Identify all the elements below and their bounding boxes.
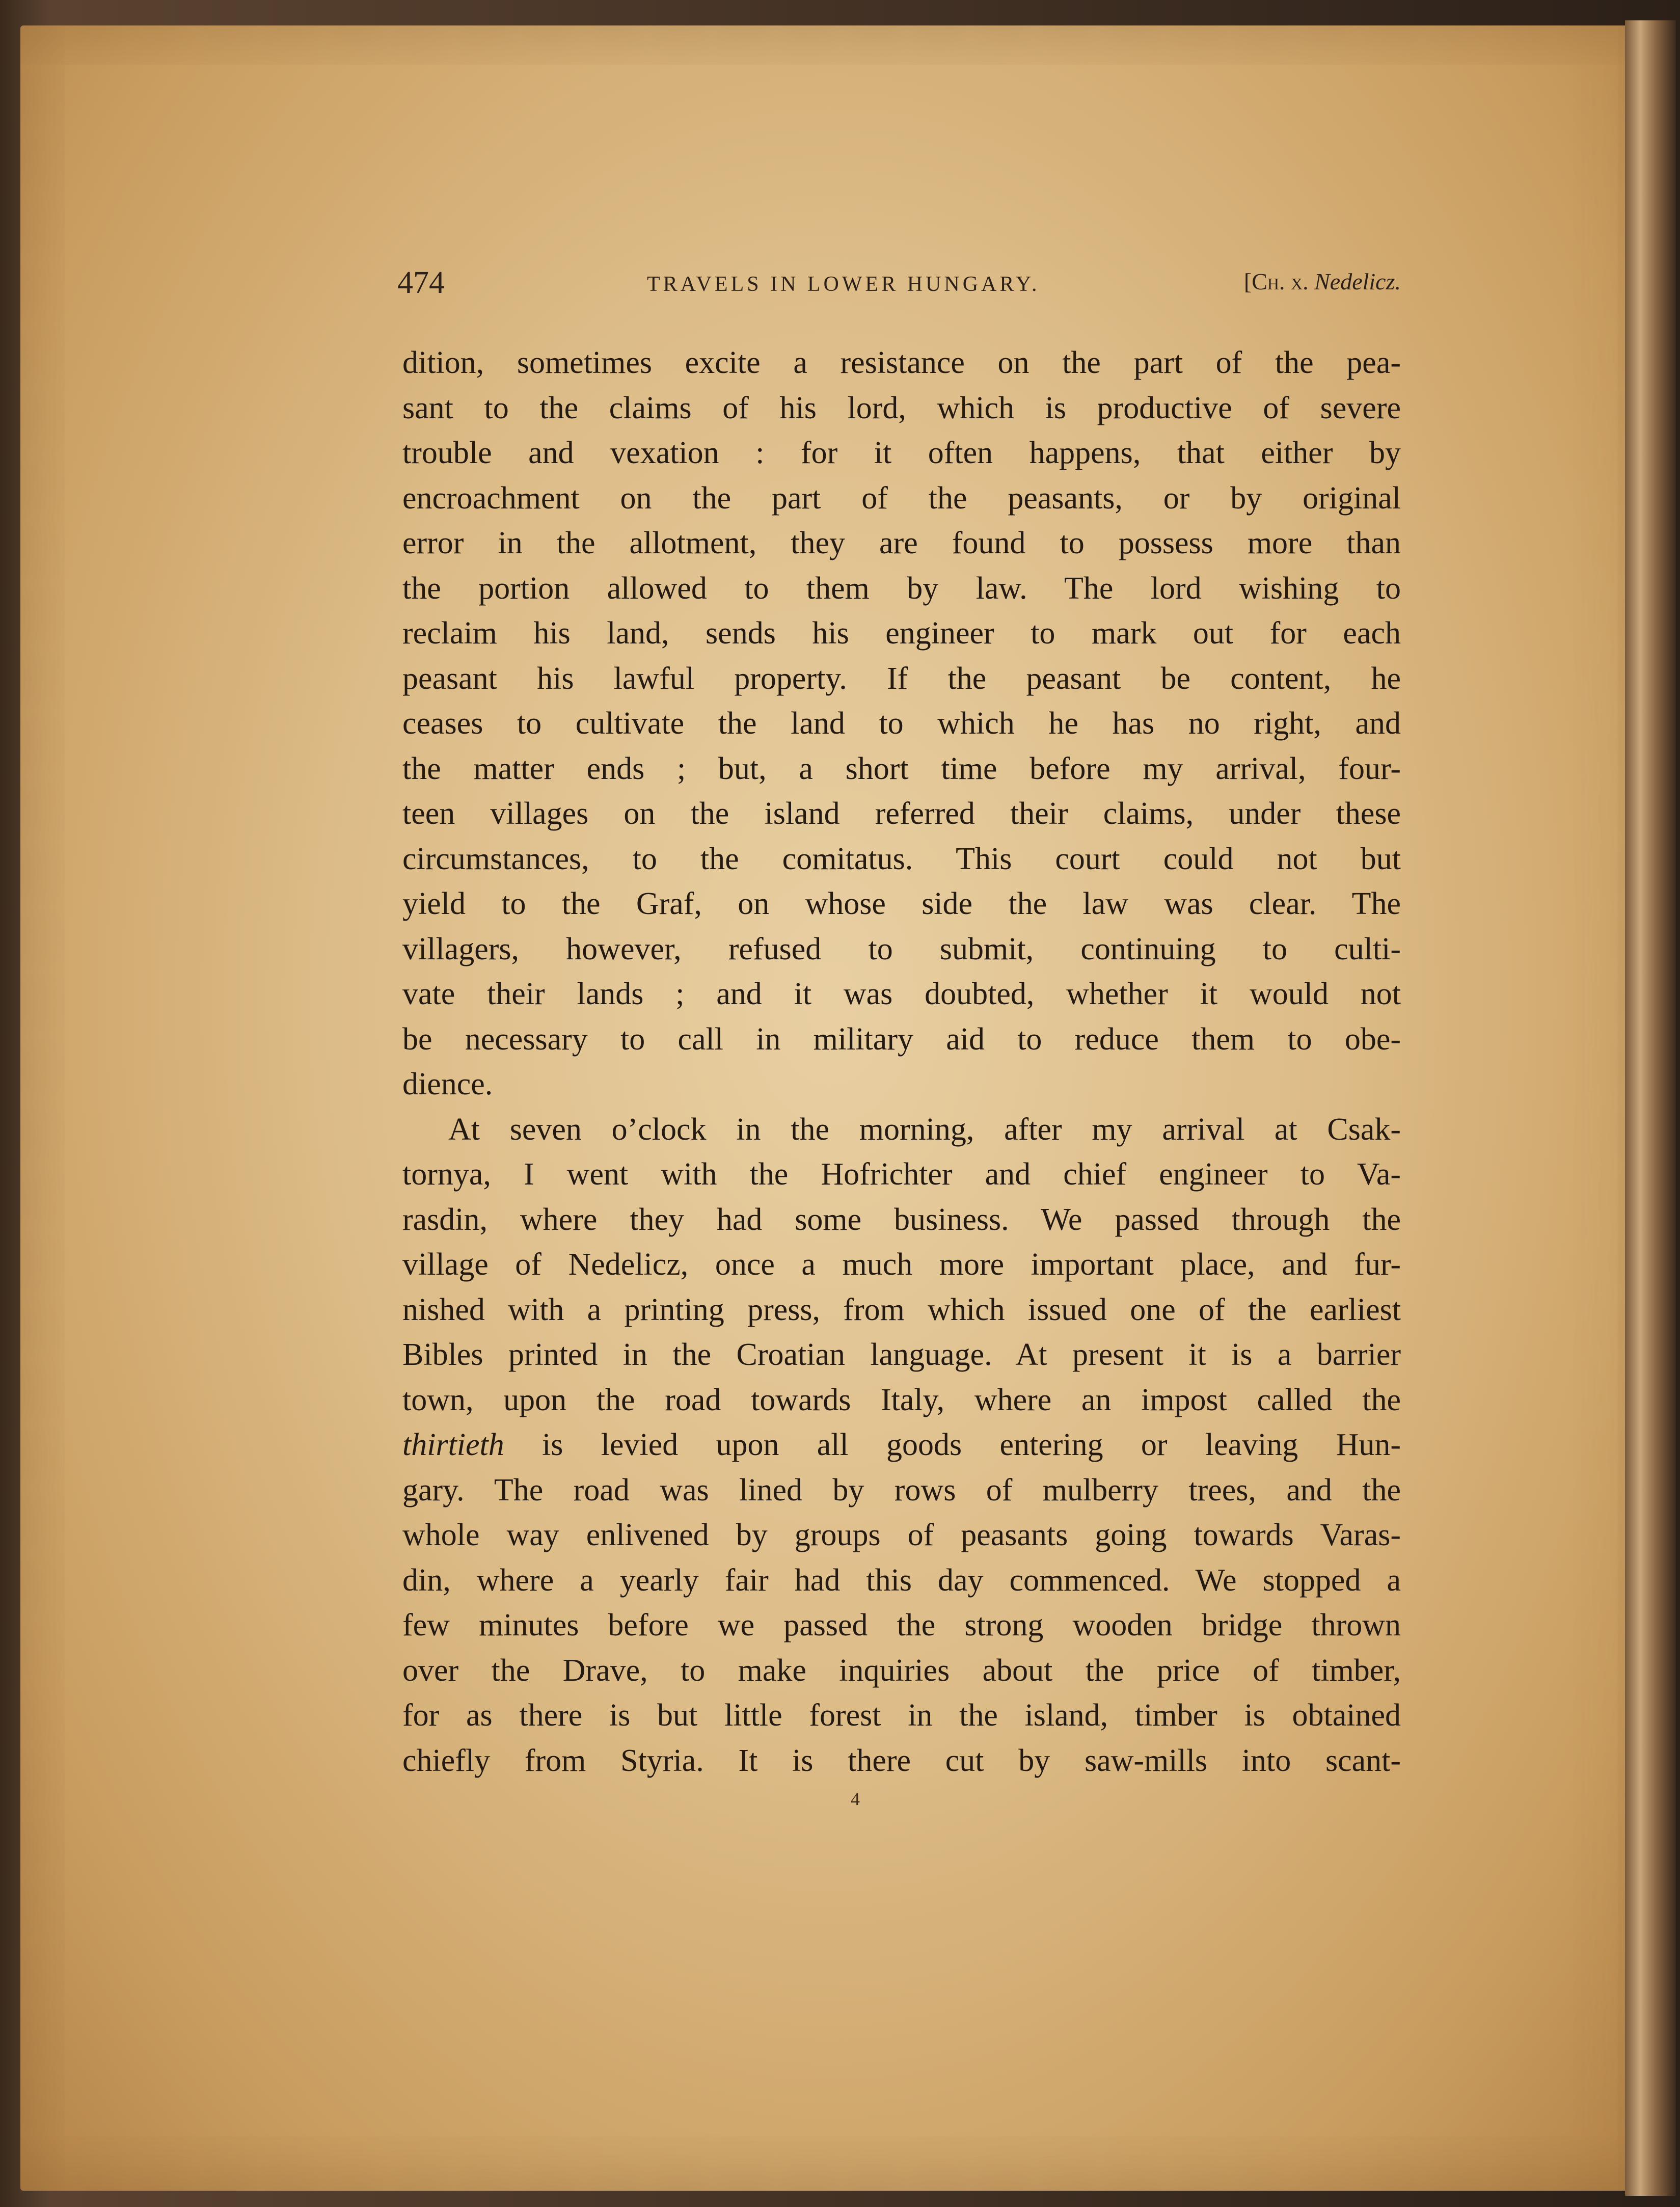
text-line: chiefly from Styria. It is there cut by saw-mills into scant-	[402, 1743, 1401, 1778]
text-line: village of Nedelicz, once a much more important place, and fur-	[402, 1247, 1401, 1282]
text-line: the portion allowed to them by law. The lord wishing to	[402, 571, 1401, 606]
signature-mark: 4	[851, 1789, 860, 1809]
text-line: sant to the claims of his lord, which is productive of severe	[402, 390, 1401, 425]
text-line: for as there is but little forest in the island, timber is obtained	[402, 1698, 1401, 1733]
text-line: ceases to cultivate the land to which he has no right, and	[402, 706, 1401, 741]
text-line: over the Drave, to make inquiries about the price of timber,	[402, 1653, 1401, 1688]
text-line: villagers, however, refused to submit, continuing to culti-	[402, 931, 1401, 966]
text-line: dience.	[402, 1067, 493, 1101]
paragraph-start-line: At seven o’clock in the morning, after my arrival at Csak-	[448, 1112, 1401, 1147]
text-line: peasant his lawful property. If the peasant be content, he	[402, 661, 1401, 696]
text-line: nished with a printing press, from which issued one of the earliest	[402, 1292, 1401, 1327]
text-line: few minutes before we passed the strong wooden bridge thrown	[402, 1608, 1401, 1643]
page-number: 474	[397, 265, 445, 300]
text-line: be necessary to call in military aid to reduce them to obe-	[402, 1021, 1401, 1057]
running-title: TRAVELS IN LOWER HUNGARY.	[647, 273, 1040, 296]
text-line: vate their lands ; and it was doubted, whether it would not	[402, 977, 1401, 1011]
text-line: din, where a yearly fair had this day commenced. We stopped a	[402, 1563, 1401, 1598]
text-line-with-italic	[402, 1422, 1401, 1468]
text-line: error in the allotment, they are found to possess more than	[402, 526, 1401, 560]
text-line: reclaim his land, sends his engineer to mark out for each	[402, 616, 1401, 651]
chapter-label: [Ch. x.	[1243, 268, 1309, 294]
body-text	[402, 340, 1401, 1783]
text-line: gary. The road was lined by rows of mulberry trees, and the	[402, 1472, 1401, 1508]
text-line: town, upon the road towards Italy, where an impost called the	[402, 1382, 1401, 1417]
page-edge	[1625, 20, 1676, 2196]
text-line: the matter ends ; but, a short time before my arrival, four-	[402, 751, 1401, 786]
text-line: circumstances, to the comitatus. This court could not but	[402, 841, 1401, 876]
text-line: trouble and vexation : for it often happens, that either by	[402, 436, 1401, 470]
text-line: yield to the Graf, on whose side the law was clear. The	[402, 886, 1401, 921]
text-line: rasdin, where they had some business. We passed through the	[402, 1202, 1401, 1237]
chapter-place: Nedelicz.	[1314, 268, 1401, 294]
running-head	[397, 265, 1401, 311]
text-line: tornya, I went with the Hofrichter and chief engineer to Va-	[402, 1157, 1401, 1192]
text-line: dition, sometimes excite a resistance on the part of the pea-	[402, 345, 1401, 380]
text-fragment: is levied upon all goods entering or leaving Hun-	[542, 1428, 1401, 1462]
text-line: Bibles printed in the Croatian language. At present it is a barrier	[402, 1337, 1401, 1372]
text-line: whole way enlivened by groups of peasants going towards Varas-	[402, 1518, 1401, 1552]
italic-term: thirtieth	[402, 1428, 504, 1462]
text-line: teen villages on the island referred their claims, under these	[402, 796, 1401, 831]
text-line: encroachment on the part of the peasants, or by original	[402, 480, 1401, 516]
chapter-reference	[1244, 268, 1401, 295]
